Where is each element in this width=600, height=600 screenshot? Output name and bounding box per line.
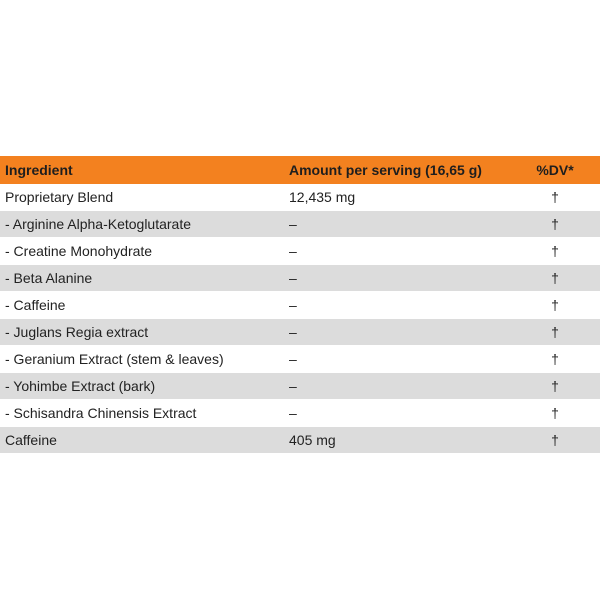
- amount-cell: –: [289, 405, 297, 421]
- table-body: [0, 184, 600, 454]
- amount-cell: –: [289, 243, 297, 259]
- ingredient-cell: - Beta Alanine: [5, 270, 93, 286]
- table-row: [0, 292, 600, 319]
- header-amount: Amount per serving (16,65 g): [289, 162, 482, 178]
- dv-cell: †: [551, 432, 559, 448]
- header-ingredient: Ingredient: [5, 162, 73, 178]
- ingredient-cell: - Caffeine: [5, 297, 66, 313]
- dv-cell: †: [551, 270, 559, 286]
- ingredient-cell: - Yohimbe Extract (bark): [5, 378, 156, 394]
- amount-cell: –: [289, 297, 297, 313]
- table-row: [0, 400, 600, 427]
- dv-cell: †: [551, 405, 559, 421]
- dv-cell: †: [551, 378, 559, 394]
- dv-cell: †: [551, 351, 559, 367]
- dv-cell: †: [551, 324, 559, 340]
- table-row: [0, 238, 600, 265]
- table-row: [0, 427, 600, 454]
- dv-cell: †: [551, 216, 559, 232]
- amount-cell: –: [289, 270, 297, 286]
- ingredient-cell: - Schisandra Chinensis Extract: [5, 405, 197, 421]
- table-row: [0, 184, 600, 211]
- ingredient-cell: - Arginine Alpha-Ketoglutarate: [5, 216, 192, 232]
- ingredient-cell: - Geranium Extract (stem & leaves): [5, 351, 224, 367]
- amount-cell: –: [289, 351, 297, 367]
- table-row: [0, 211, 600, 238]
- table-row: [0, 346, 600, 373]
- table-row: [0, 265, 600, 292]
- amount-cell: 12,435 mg: [289, 189, 356, 205]
- amount-cell: –: [289, 216, 297, 232]
- supplement-facts-table: [0, 156, 600, 454]
- ingredient-cell: Caffeine: [5, 432, 57, 448]
- ingredient-cell: - Juglans Regia extract: [5, 324, 149, 340]
- table-row: [0, 373, 600, 400]
- amount-cell: –: [289, 378, 297, 394]
- ingredient-cell: - Creatine Monohydrate: [5, 243, 153, 259]
- ingredient-cell: Proprietary Blend: [5, 189, 114, 205]
- header-row: [0, 156, 600, 184]
- amount-cell: –: [289, 324, 297, 340]
- table-header: [0, 156, 600, 184]
- dv-cell: †: [551, 297, 559, 313]
- table-row: [0, 319, 600, 346]
- dv-cell: †: [551, 189, 559, 205]
- dv-cell: †: [551, 243, 559, 259]
- header-dv: %DV*: [536, 162, 574, 178]
- amount-cell: 405 mg: [289, 432, 336, 448]
